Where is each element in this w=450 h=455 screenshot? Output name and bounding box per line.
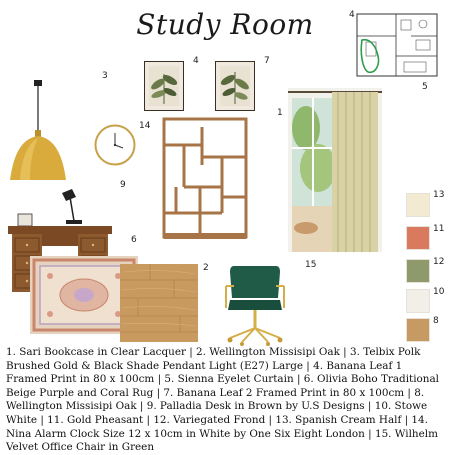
clock-icon bbox=[94, 124, 136, 166]
marker-2: 2 bbox=[203, 263, 209, 273]
alarm-clock bbox=[94, 124, 136, 166]
marker-10: 10 bbox=[433, 287, 445, 297]
swatch-oak bbox=[406, 318, 430, 342]
marker-15: 15 bbox=[305, 260, 317, 270]
marker-12: 12 bbox=[433, 257, 445, 267]
marker-4: 4 bbox=[193, 56, 199, 66]
marker-4-plan: 4 bbox=[349, 10, 355, 20]
marker-13: 13 bbox=[433, 190, 445, 200]
marker-7: 7 bbox=[264, 56, 270, 66]
marker-11: 11 bbox=[433, 224, 445, 234]
bookcase bbox=[162, 117, 248, 241]
marker-8: 8 bbox=[433, 316, 439, 326]
swatch-variegated-frond bbox=[406, 259, 430, 283]
floor-plan bbox=[356, 12, 438, 78]
marker-6: 6 bbox=[131, 235, 137, 245]
product-caption: 1. Sari Bookcase in Clear Lacquer | 2. Wellington Missisipi Oak | 3. Telbix Polk Brushed Gold & Black Shade Pendant Light (E27) Large | 4. Banana Leaf 1 Framed Print in 80 x 100cm | 5. Sienna Eyelet Curtain | 6. Olivia Boho Traditional Beige Purple and Coral Rug | 7. Banana Leaf 2 Framed Print in 80 x 100cm | 8. Wellington Missisipi Oak | 9. Palladia Desk in Brown by U.S Designs | 10. Stowe White | 11. Gold Pheasant | 12. Variegated Frond | 13. Spanish Cream Half | 14. Nina Alarm Clock Size 12 x 10cm in White by One Six Eight London | 15. Wilhelm Velvet Office Chair in Green bbox=[6, 346, 439, 454]
board-title: Study Room bbox=[136, 8, 314, 41]
swatch-gold-pheasant bbox=[406, 226, 430, 250]
framed-print-1 bbox=[144, 61, 184, 111]
curtain-window bbox=[288, 88, 382, 252]
pendant-light bbox=[6, 80, 70, 184]
oak-flooring bbox=[120, 264, 198, 342]
marker-1: 1 bbox=[277, 108, 283, 118]
framed-print-2 bbox=[215, 61, 255, 111]
swatch-stowe-white bbox=[406, 289, 430, 313]
marker-9: 9 bbox=[120, 180, 126, 190]
swatch-spanish-cream-half bbox=[406, 193, 430, 217]
office-chair bbox=[222, 264, 288, 346]
marker-14: 14 bbox=[139, 121, 151, 131]
pendant-light-icon bbox=[6, 80, 70, 184]
floor-plan-icon bbox=[356, 12, 438, 78]
marker-3: 3 bbox=[102, 71, 108, 81]
marker-5: 5 bbox=[422, 82, 428, 92]
